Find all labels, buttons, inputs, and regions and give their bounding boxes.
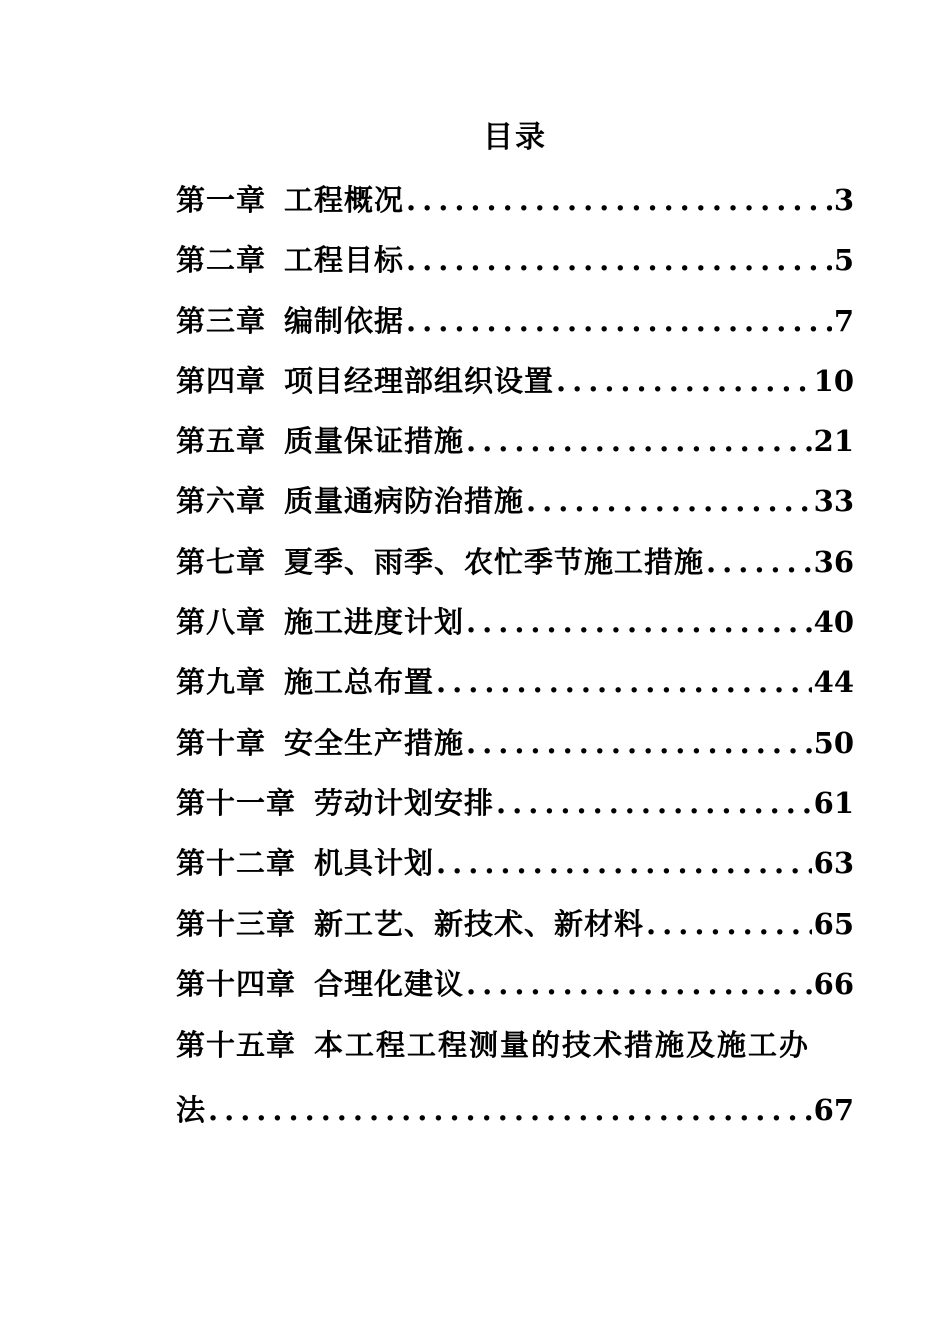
dot-leader [436, 833, 812, 893]
dot-leader [496, 773, 812, 833]
chapter-title: 质量保证措施 [284, 424, 465, 459]
page-number: 7 [833, 303, 854, 338]
chapter-number: 第十三章 [176, 906, 297, 941]
chapter-title: 新工艺、新技术、新材料 [314, 906, 645, 941]
dot-leader [436, 652, 812, 712]
toc-entry[interactable] [176, 894, 854, 954]
dot-leader [466, 713, 812, 773]
chapter-number: 第二章 [176, 243, 267, 278]
chapter-title: 工程概况 [284, 183, 405, 217]
toc-entry[interactable] [176, 170, 854, 230]
toc-entry[interactable] [176, 351, 854, 411]
chapter-title-continued: 法 [176, 1093, 207, 1128]
chapter-title: 机具计划 [314, 846, 435, 881]
page-number: 33 [813, 484, 854, 519]
dot-leader [466, 592, 812, 652]
chapter-title: 劳动计划安排 [314, 785, 495, 820]
toc-entry[interactable] [176, 230, 854, 290]
chapter-number: 第十二章 [176, 846, 297, 881]
chapter-number: 第十五章 [176, 1028, 297, 1063]
page-number: 5 [833, 243, 854, 278]
toc-entry-wrapped[interactable] [176, 1014, 854, 1076]
chapter-title: 施工总布置 [284, 665, 435, 700]
page-number: 61 [813, 785, 854, 820]
dot-leader [406, 230, 832, 290]
toc-entry[interactable] [176, 532, 854, 592]
chapter-number: 第八章 [176, 605, 267, 640]
chapter-title: 工程目标 [284, 243, 405, 278]
toc-entry[interactable] [176, 592, 854, 652]
page-number: 3 [833, 183, 854, 217]
chapter-number: 第十四章 [176, 966, 297, 1001]
chapter-number: 第十章 [176, 725, 267, 760]
toc-entry[interactable] [176, 291, 854, 351]
chapter-number: 第一章 [176, 183, 267, 217]
chapter-title: 施工进度计划 [284, 605, 465, 640]
table-of-contents [176, 170, 854, 1142]
toc-entry[interactable] [176, 652, 854, 712]
toc-entry[interactable] [176, 833, 854, 893]
chapter-number: 第七章 [176, 544, 267, 579]
page-number: 63 [813, 846, 854, 881]
dot-leader [466, 954, 812, 1014]
toc-entry[interactable] [176, 471, 854, 531]
chapter-title: 安全生产措施 [284, 725, 465, 760]
chapter-title: 质量通病防治措施 [284, 484, 525, 519]
page-number: 10 [813, 363, 854, 398]
chapter-title: 夏季、雨季、农忙季节施工措施 [284, 544, 705, 579]
chapter-title: 合理化建议 [314, 966, 465, 1001]
page-number: 36 [813, 544, 854, 579]
chapter-title: 本工程工程测量的技术措施及施工办 [314, 1028, 811, 1063]
chapter-title: 编制依据 [284, 303, 405, 338]
chapter-number: 第九章 [176, 665, 267, 700]
page-number: 67 [813, 1093, 854, 1128]
dot-leader [556, 351, 812, 411]
dot-leader [406, 291, 832, 351]
toc-entry[interactable] [176, 773, 854, 833]
dot-leader [646, 894, 812, 954]
dot-leader [526, 471, 812, 531]
page-number: 40 [813, 605, 854, 640]
dot-leader [466, 411, 812, 471]
chapter-number: 第五章 [176, 424, 267, 459]
chapter-number: 第四章 [176, 363, 267, 398]
page-number: 50 [813, 725, 854, 760]
toc-entry[interactable] [176, 411, 854, 471]
chapter-title: 项目经理部组织设置 [284, 363, 555, 398]
page-number: 21 [813, 424, 854, 459]
toc-title: 目录 [483, 120, 547, 155]
toc-entry-continuation[interactable] [176, 1078, 854, 1142]
toc-entry[interactable] [176, 954, 854, 1014]
dot-leader [706, 532, 812, 592]
chapter-number: 第十一章 [176, 785, 297, 820]
toc-entry[interactable] [176, 713, 854, 773]
page-number: 65 [813, 906, 854, 941]
page-number: 66 [813, 966, 854, 1001]
chapter-number: 第六章 [176, 484, 267, 519]
chapter-number: 第三章 [176, 303, 267, 338]
page-number: 44 [813, 665, 854, 700]
dot-leader [406, 170, 832, 230]
dot-leader [208, 1078, 812, 1142]
